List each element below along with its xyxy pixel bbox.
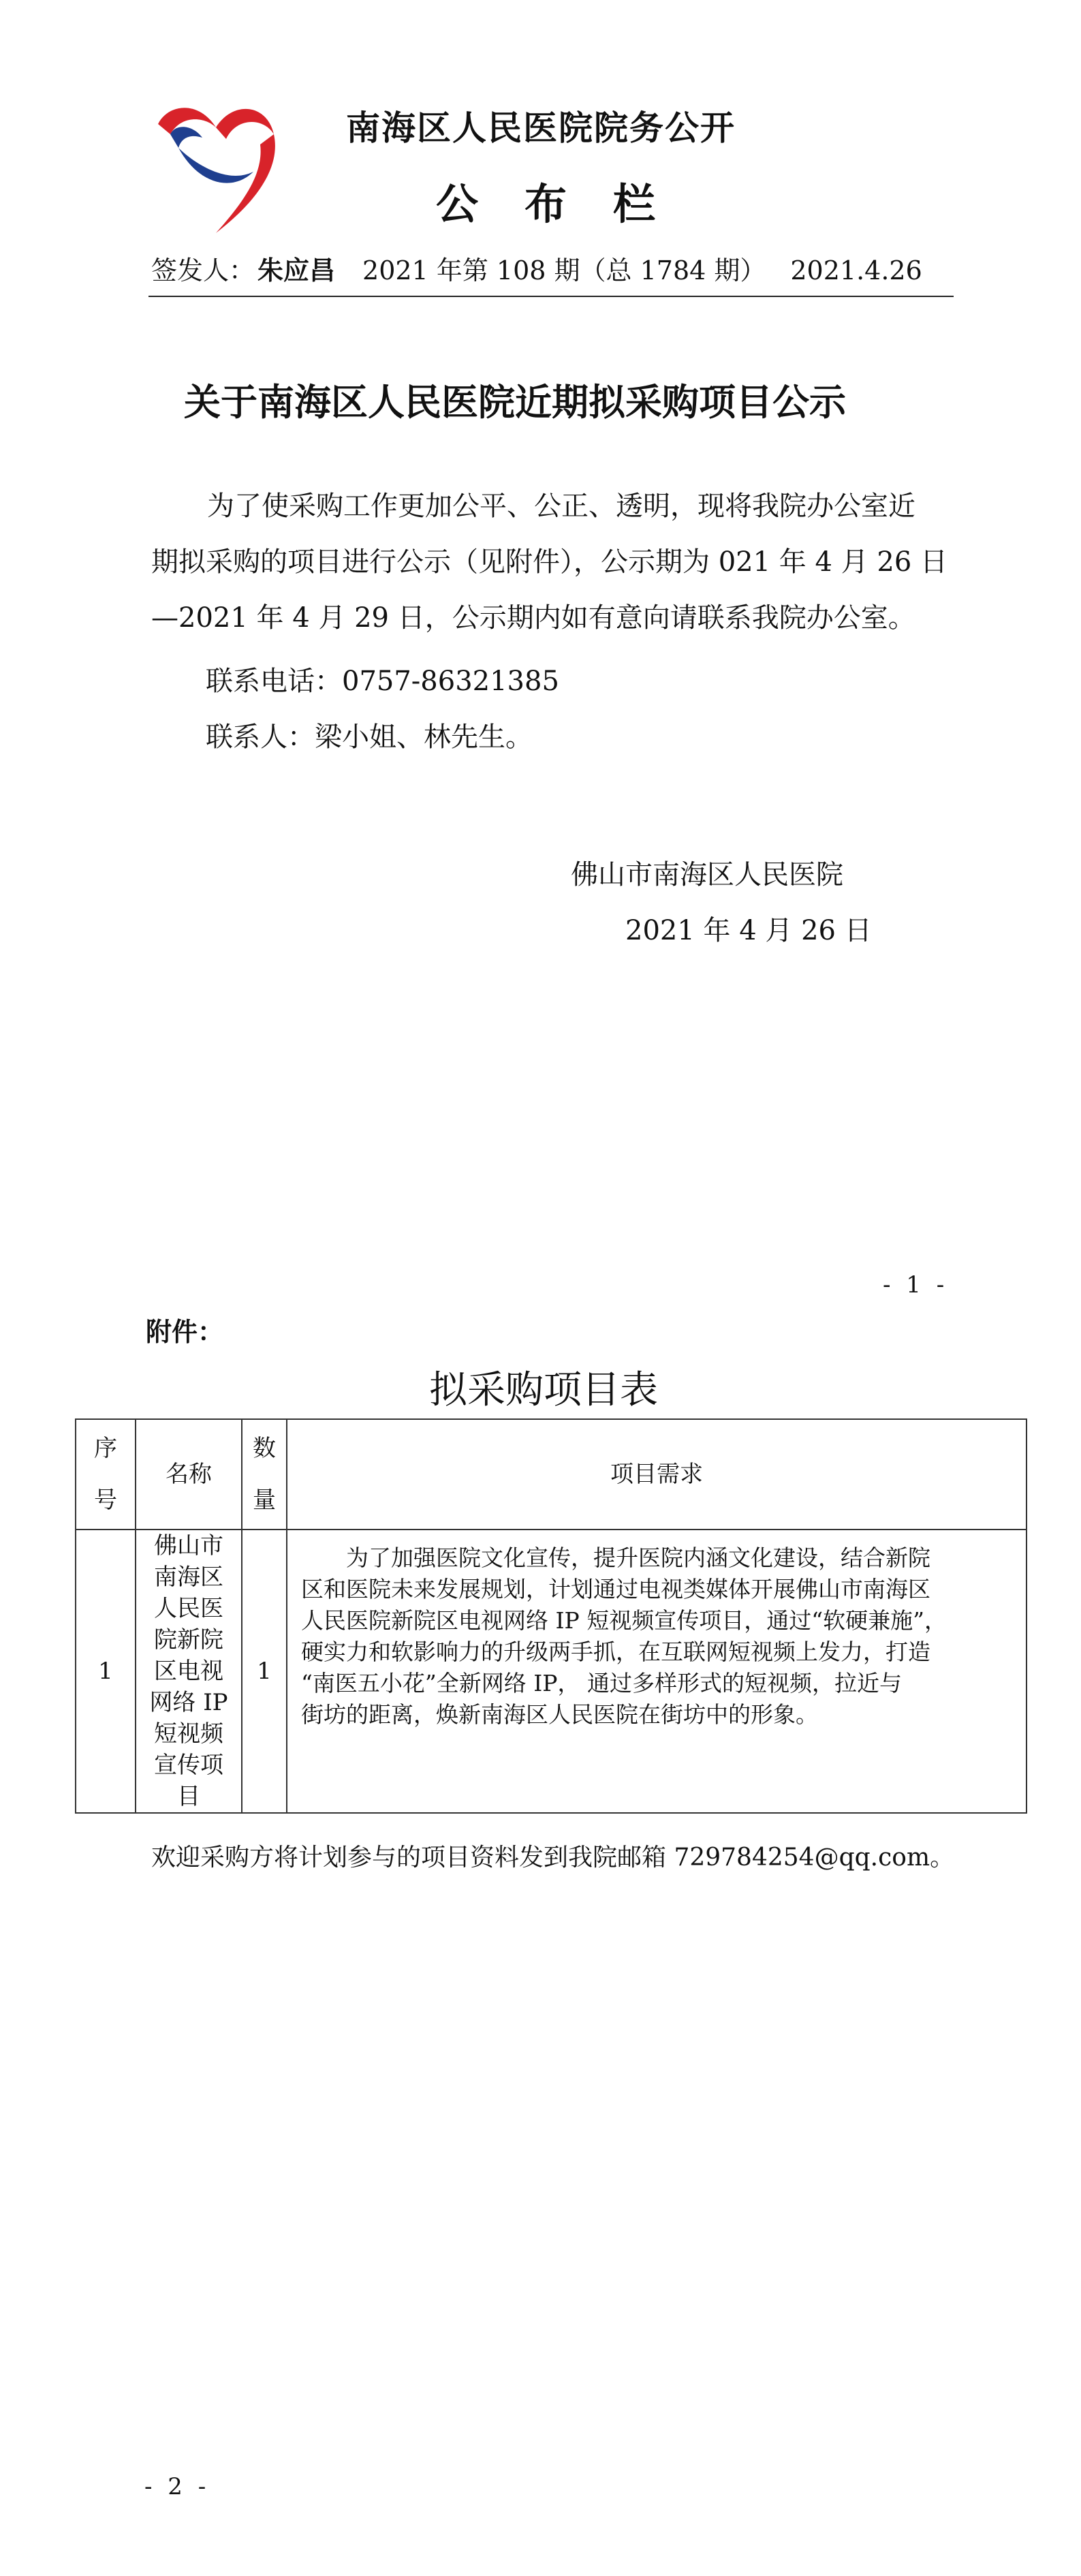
requirement-line: 为了加强医院文化宣传，提升医院内涵文化建设，结合新院	[346, 1545, 930, 1571]
contact-phone: 联系电话：0757-86321385	[206, 666, 559, 697]
requirement-line: 街坊的距离，焕新南海区人民医院在街坊中的形象。	[301, 1701, 818, 1728]
requirement-line: 人民医院新院区电视网络 IP 短视频宣传项目，通过“软硬兼施”，	[301, 1607, 947, 1634]
procurement-table	[75, 1418, 1027, 1814]
issue-date: 2021.4.26	[790, 255, 922, 285]
notice-paragraph	[151, 478, 955, 646]
name-line: 人民医	[154, 1595, 223, 1622]
paragraph-line: 期拟采购的项目进行公示（见附件），公示期为 021 年 4 月 26 日	[151, 546, 947, 578]
requirement-line: 硬实力和软影响力的升级两手抓，在互联网短视频上发力，打造	[301, 1639, 930, 1665]
header-divider	[148, 296, 954, 297]
header-seq	[76, 1419, 136, 1530]
org-title: 南海区人民医院院务公开	[346, 108, 736, 148]
name-line: 佛山市	[154, 1532, 223, 1559]
paragraph-line: 为了使采购工作更加公平、公正、透明，现将我院办公室近	[207, 491, 915, 522]
hospital-logo-icon	[151, 97, 281, 240]
table-title: 拟采购项目表	[429, 1368, 658, 1412]
name-line: 院新院	[154, 1626, 223, 1654]
name-line: 短视频	[154, 1720, 223, 1748]
signature-date: 2021 年 4 月 26 日	[625, 915, 872, 946]
header-requirement: 项目需求	[287, 1419, 1027, 1530]
page-number: - 2 -	[144, 2473, 210, 2500]
page-number: - 1 -	[883, 1271, 949, 1299]
notice-title: 关于南海区人民医院近期拟采购项目公示	[184, 380, 846, 424]
name-line: 区电视	[154, 1658, 223, 1685]
board-title: 公布栏	[436, 179, 702, 229]
cell-qty: 1	[242, 1530, 287, 1813]
name-line: 目	[177, 1783, 200, 1810]
header-seq-line: 号	[94, 1487, 117, 1514]
signature-org: 佛山市南海区人民医院	[571, 859, 843, 890]
paragraph-line: —2021 年 4 月 29 日，公示期内如有意向请联系我院办公室。	[151, 602, 915, 634]
header-qty	[242, 1419, 287, 1530]
issuer-name: 朱应昌	[257, 255, 336, 285]
cell-name	[136, 1530, 242, 1813]
table-row	[76, 1530, 1027, 1813]
issue-info: 2021 年第 108 期（总 1784 期）	[362, 255, 766, 285]
header-seq-line: 序	[94, 1435, 117, 1462]
header-qty-line: 数	[253, 1435, 276, 1462]
contact-person: 联系人：梁小姐、林先生。	[206, 721, 533, 753]
header-name: 名称	[136, 1419, 242, 1530]
name-line: 南海区	[154, 1564, 223, 1591]
issuer-line	[151, 249, 955, 287]
header-qty-line: 量	[253, 1487, 276, 1514]
table-header-row	[76, 1419, 1027, 1530]
name-line: 网络 IP	[149, 1689, 228, 1716]
cell-requirement	[287, 1530, 1027, 1813]
issuer-label: 签发人：	[151, 255, 255, 285]
requirement-line: 区和医院未来发展规划，计划通过电视类媒体开展佛山市南海区	[301, 1576, 930, 1602]
name-line: 宣传项	[154, 1752, 223, 1779]
requirement-line: “南医五小花”全新网络 IP， 通过多样形式的短视频，拉近与	[301, 1670, 902, 1696]
cell-seq: 1	[76, 1530, 136, 1813]
footer-note: 欢迎采购方将计划参与的项目资料发到我院邮箱 729784254@qq.com。	[151, 1844, 955, 1872]
attachment-label: 附件：	[146, 1317, 224, 1347]
